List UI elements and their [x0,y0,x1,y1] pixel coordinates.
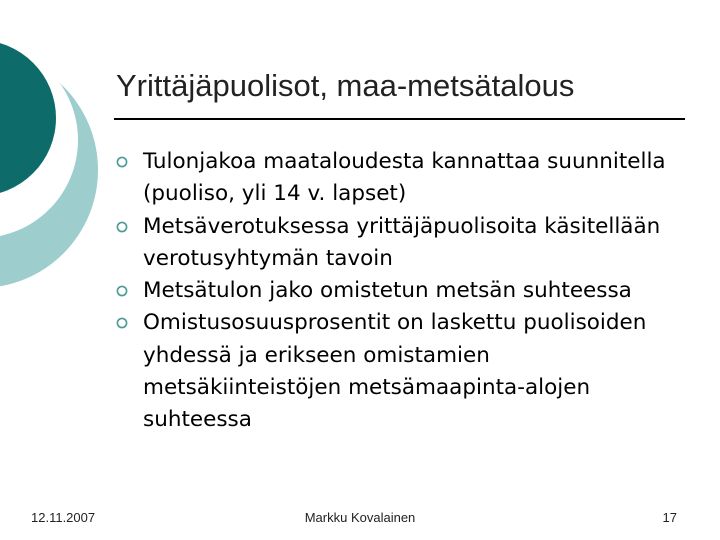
bullet-item [116,275,676,307]
circle-bullet-icon [116,146,143,178]
bullet-item [116,307,676,436]
title-underline [114,118,685,120]
footer-date: 12.11.2007 [31,510,96,525]
bullet-item [116,211,676,276]
circle-bullet-icon [116,211,143,243]
bullet-text: Metsäverotuksessa yrittäjäpuolisoita käsitellään verotusyhtymän tavoin [143,213,661,271]
circle-bullet-icon [116,307,143,339]
slide-title: Yrittäjäpuolisot, maa-metsätalous [116,68,575,103]
page-number: 17 [662,510,677,525]
bullet-text: Omistusosuusprosentit on laskettu puolisoiden yhdessä ja erikseen omistamien metsäkiinteistöjen metsämaapinta-alojen suhteessa [143,310,647,433]
bullet-item [116,146,676,211]
bullet-text: Metsätulon jako omistetun metsän suhteessa [143,278,632,304]
bullet-list [116,146,676,437]
bullet-text: Tulonjakoa maataloudesta kannattaa suunnitella (puoliso, yli 14 v. lapset) [143,149,666,207]
circle-bullet-icon [116,275,143,307]
footer-author: Markku Kovalainen [304,510,416,525]
